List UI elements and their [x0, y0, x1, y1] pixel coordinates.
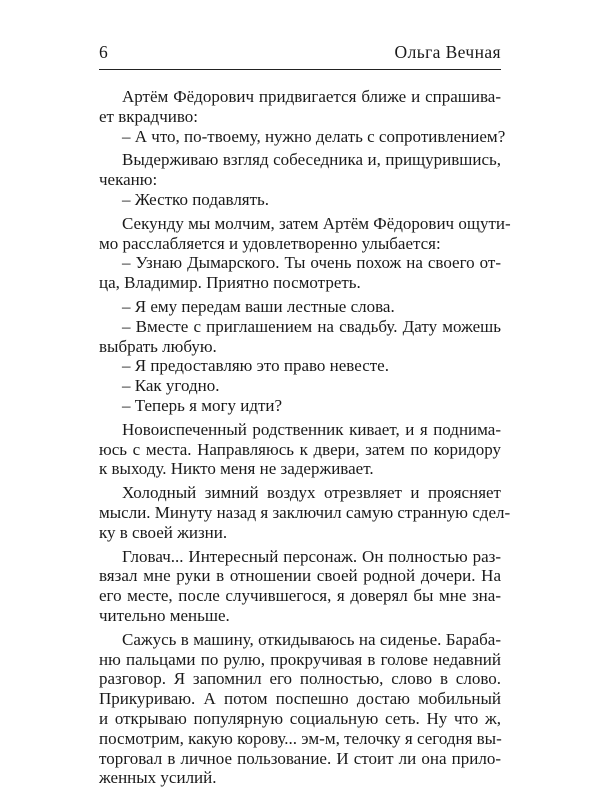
text-line: ет вкрадчиво:	[99, 106, 198, 126]
text-line: Гловач... Интересный персонаж. Он полностью раз-	[122, 546, 501, 566]
text-line: Артём Фёдорович придвигается ближе и спрашива-	[122, 87, 501, 106]
text-line: мо расслабляется и удовлетворенно улыбается:	[99, 233, 441, 253]
text-line: его месте, после случившегося, я доверял бы мне зна-	[99, 586, 501, 606]
text-line: Холодный зимний воздух отрезвляет и проясняет	[122, 483, 501, 503]
paragraph	[99, 213, 511, 254]
running-header	[99, 39, 501, 70]
text-line: вязал мне руки в отношении своей родной дочери. На	[99, 566, 501, 586]
text-line: Сажусь в машину, откидываюсь на сиденье. Бараба-	[122, 629, 501, 649]
text-line: и открываю популярную социальную сеть. Ну что ж,	[99, 708, 501, 728]
text-line: – Как угодно.	[122, 376, 220, 396]
text-line: выбрать любую.	[99, 336, 217, 356]
text-line: посмотрим, какую корову... эм-м, телочку я сегодня вы-	[99, 728, 502, 748]
paragraph	[99, 483, 511, 542]
text-line: торговал в личное пользование. И стоит ли она прило-	[99, 748, 501, 768]
paragraph	[99, 356, 501, 376]
paragraph	[99, 126, 506, 147]
text-line: Секунду мы молчим, затем Артём Фёдорович ощути-	[122, 213, 511, 233]
body-text	[99, 87, 511, 788]
text-line: – Узнаю Дымарского. Ты очень похож на своего от-	[122, 253, 501, 273]
paragraph	[99, 297, 501, 317]
book-author: Ольга Вечная	[394, 42, 501, 62]
text-line: разговор. Я запомнил его полностью, слово в слово.	[99, 669, 501, 689]
text-line: чительно меньше.	[99, 605, 230, 625]
text-line: женных усилий.	[99, 768, 217, 788]
text-line: чеканю:	[99, 170, 158, 190]
paragraph	[99, 150, 501, 190]
paragraph	[99, 317, 501, 357]
text-line: – Я ему передам ваши лестные слова.	[122, 296, 395, 316]
text-line: мысли. Минуту назад я заключил самую странную сдел-	[99, 502, 511, 522]
paragraph	[99, 190, 501, 210]
paragraph	[99, 87, 501, 127]
text-line: юсь с места. Направляюсь к двери, затем по коридору	[99, 439, 501, 459]
paragraph	[99, 547, 501, 626]
paragraph	[99, 630, 501, 788]
page-number: 6	[99, 42, 109, 62]
text-line: Прикуриваю. А потом поспешно достаю мобильный	[99, 689, 501, 709]
text-line: – Жестко подавлять.	[122, 189, 270, 209]
text-line: ню пальцами по рулю, прокручивая в голове недавний	[99, 649, 501, 669]
text-line: к выходу. Никто меня не задерживает.	[99, 459, 374, 479]
text-line: Новоиспеченный родственник кивает, и я поднима-	[122, 419, 501, 439]
paragraph	[99, 253, 501, 293]
paragraph	[99, 420, 501, 479]
text-line: – Теперь я могу идти?	[122, 395, 283, 415]
text-line: – Я предоставляю это право невесте.	[122, 356, 389, 376]
paragraph	[99, 376, 501, 396]
text-line: Выдерживаю взгляд собеседника и, прищурившись,	[122, 150, 501, 170]
text-line: ца, Владимир. Приятно посмотреть.	[99, 273, 361, 293]
text-line: ку в своей жизни.	[99, 522, 228, 542]
text-line: – Вместе с приглашением на свадьбу. Дату можешь	[122, 316, 501, 336]
paragraph	[99, 396, 501, 416]
text-line: – А что, по-твоему, нужно делать с сопротивлением?	[122, 126, 506, 146]
